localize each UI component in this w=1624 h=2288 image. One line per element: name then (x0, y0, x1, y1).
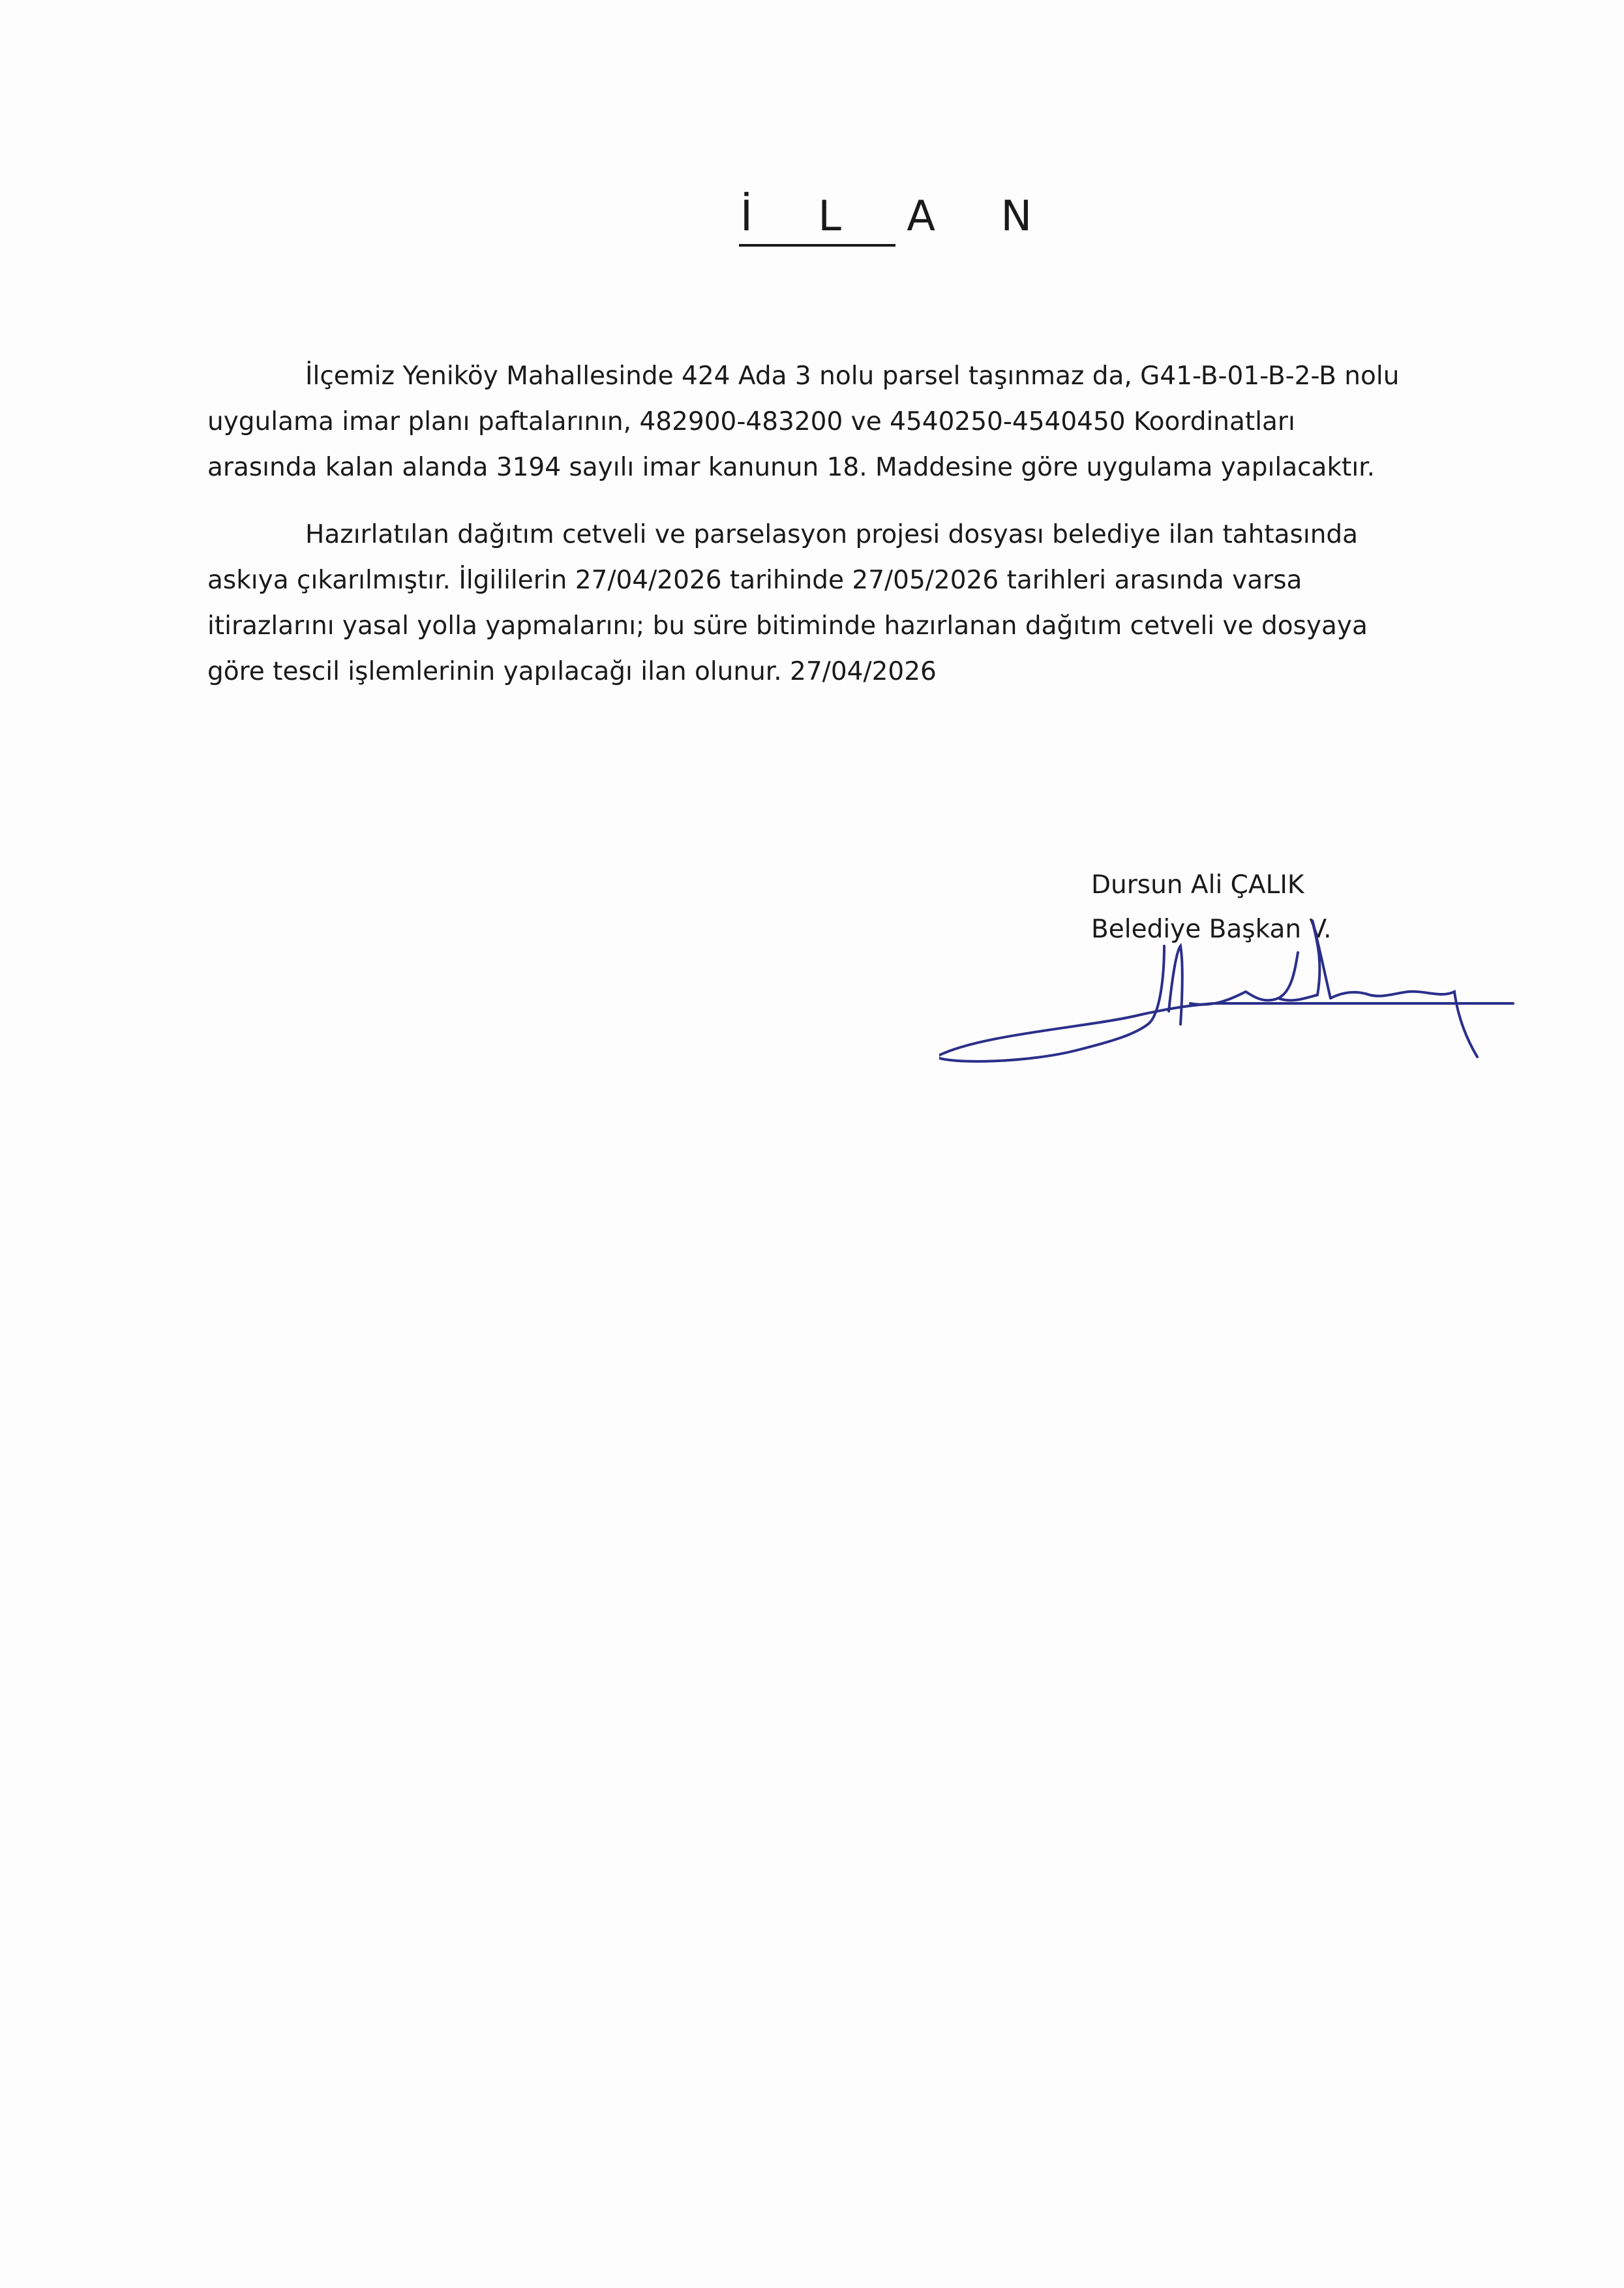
paragraph-line: itirazlarını yasal yolla yapmalarını; bu süre bitiminde hazırlanan dağıtım cetveli ve dosyaya (207, 611, 1368, 641)
paragraph-line: arasında kalan alanda 3194 sayılı imar kanunun 18. Maddesine göre uygulama yapılacaktır. (207, 453, 1376, 482)
paragraph-line: askıya çıkarılmıştır. İlgililerin 27/04/2026 tarihinde 27/05/2026 tarihleri arasında varsa (207, 566, 1302, 595)
paragraph-line: İlçemiz Yeniköy Mahallesinde 424 Ada 3 nolu parsel taşınmaz da, G41-B-01-B-2-B nolu (305, 361, 1400, 391)
title-underline (739, 244, 895, 247)
signatory-position: Belediye Başkan V. (1091, 915, 1332, 944)
page-title: İ L A N (740, 192, 1059, 241)
paragraph-line: uygulama imar planı paftalarının, 482900-483200 ve 4540250-4540450 Koordinatları (207, 407, 1295, 436)
signatory-name: Dursun Ali ÇALIK (1091, 870, 1304, 900)
paragraph-2 (207, 512, 1421, 695)
paragraph-line: göre tescil işlemlerinin yapılacağı ilan olunur. 27/04/2026 (207, 657, 937, 686)
handwritten-signature (939, 894, 1526, 1090)
paragraph-1 (207, 354, 1421, 491)
paragraph-line: Hazırlatılan dağıtım cetveli ve parselasyon projesi dosyası belediye ilan tahtasında (305, 520, 1359, 549)
